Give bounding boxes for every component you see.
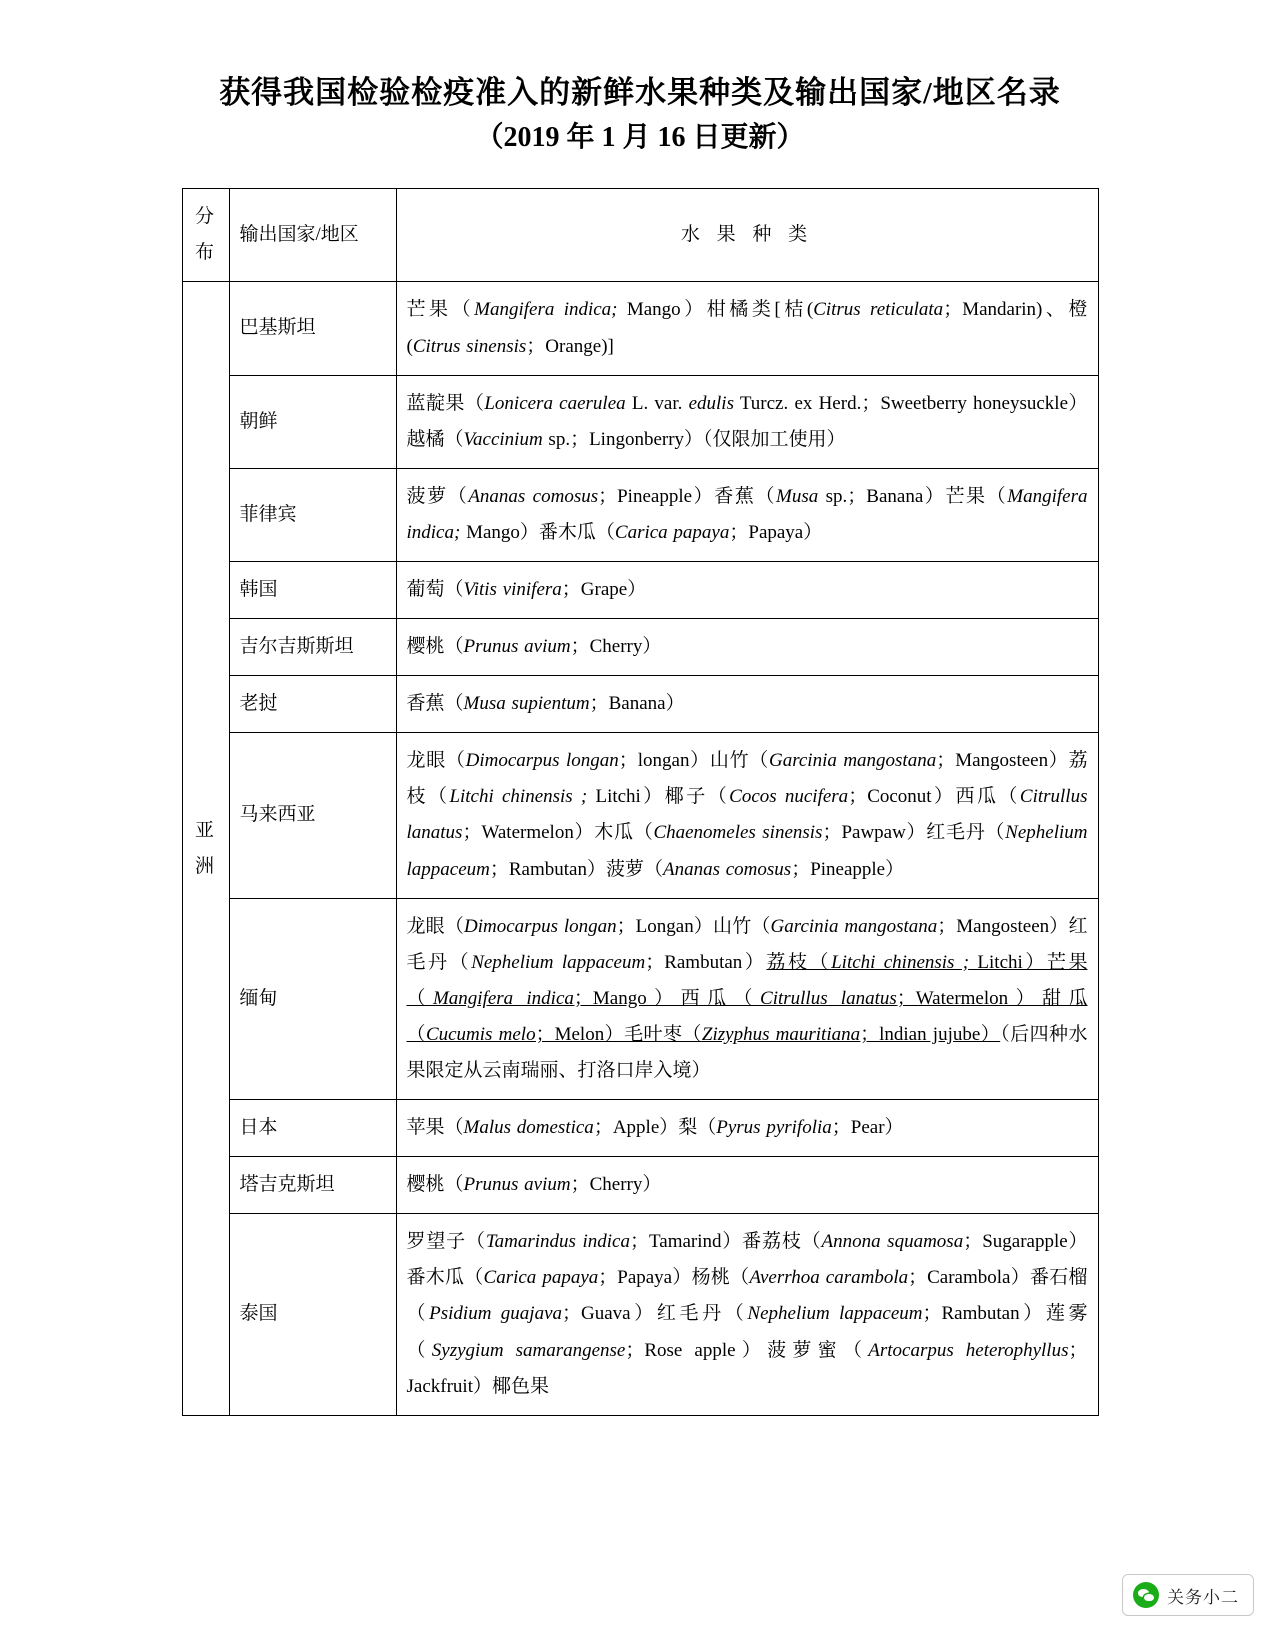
table-row	[182, 1157, 1098, 1214]
table-row	[182, 375, 1098, 468]
page-subtitle: （2019 年 1 月 16 日更新）	[475, 121, 805, 153]
table-row	[182, 1100, 1098, 1157]
country-cell: 朝鲜	[229, 375, 396, 468]
table-row	[182, 619, 1098, 676]
table-row	[182, 468, 1098, 561]
table-row	[182, 561, 1098, 618]
country-cell: 菲律宾	[229, 468, 396, 561]
fruits-cell: 菠萝（Ananas comosus；Pineapple）香蕉（Musa sp.；Banana）芒果（Mangifera indica; Mango）番木瓜（Carica papaya；Papaya）	[396, 468, 1098, 561]
country-cell: 马来西亚	[229, 733, 396, 898]
country-cell: 巴基斯坦	[229, 282, 396, 375]
country-cell: 塔吉克斯坦	[229, 1157, 396, 1214]
fruits-cell: 芒果（Mangifera indica; Mango）柑橘类[桔(Citrus reticulata；Mandarin)、橙(Citrus sinensis；Orange)]	[396, 282, 1098, 375]
country-cell: 吉尔吉斯斯坦	[229, 619, 396, 676]
table-row	[182, 733, 1098, 898]
fruits-cell: 葡萄（Vitis vinifera；Grape）	[396, 561, 1098, 618]
table-row	[182, 1214, 1098, 1415]
fruits-cell: 龙眼（Dimocarpus longan；Longan）山竹（Garcinia mangostana；Mangosteen）红毛丹（Nephelium lappaceum；Rambutan）荔枝（Litchi chinensis ; Litchi）芒果（Mangifera indica；Mango）西瓜（Citrullus lanatus；Watermelon）甜瓜（Cucumis melo；Melon）毛叶枣（Zizyphus mauritiana；lndian jujube）（后四种水果限定从云南瑞丽、打洛口岸入境）	[396, 898, 1098, 1099]
region-label-char-2: 洲	[194, 855, 216, 877]
fruits-cell: 蓝靛果（Lonicera caerulea L. var. edulis Turcz. ex Herd.；Sweetberry honeysuckle）越橘（Vaccinium sp.；Lingonberry）（仅限加工使用）	[396, 375, 1098, 468]
table-row	[182, 898, 1098, 1099]
fruits-cell: 罗望子（Tamarindus indica；Tamarind）番荔枝（Annona squamosa；Sugarapple）番木瓜（Carica papaya；Papaya）杨桃（Averrhoa carambola；Carambola）番石榴（Psidium guajava；Guava）红毛丹（Nephelium lappaceum；Rambutan）莲雾（Syzygium samarangense；Rose apple）菠萝蜜（Artocarpus heterophyllus；Jackfruit）椰色果	[396, 1214, 1098, 1415]
country-cell: 日本	[229, 1100, 396, 1157]
fruit-approval-table	[182, 188, 1099, 1416]
fruits-cell: 樱桃（Prunus avium；Cherry）	[396, 619, 1098, 676]
fruits-cell: 樱桃（Prunus avium；Cherry）	[396, 1157, 1098, 1214]
region-label-char-1: 亚	[194, 819, 216, 841]
table-row	[182, 676, 1098, 733]
column-header-fruits: 水 果 种 类	[396, 189, 1098, 282]
wechat-account-name: 关务小二	[1167, 1587, 1239, 1607]
fruits-cell: 香蕉（Musa supientum；Banana）	[396, 676, 1098, 733]
column-header-region: 分布	[182, 189, 229, 282]
fruits-cell: 苹果（Malus domestica；Apple）梨（Pyrus pyrifolia；Pear）	[396, 1100, 1098, 1157]
country-cell: 泰国	[229, 1214, 396, 1415]
page-title: 获得我国检验检疫准入的新鲜水果种类及输出国家/地区名录	[219, 75, 1061, 110]
wechat-account-badge[interactable]	[1122, 1574, 1254, 1616]
country-cell: 韩国	[229, 561, 396, 618]
region-group-asia	[182, 282, 229, 1415]
table-header-row	[182, 189, 1098, 282]
fruits-cell: 龙眼（Dimocarpus longan；longan）山竹（Garcinia mangostana；Mangosteen）荔枝（Litchi chinensis ; Litchi）椰子（Cocos nucifera；Coconut）西瓜（Citrullus lanatus；Watermelon）木瓜（Chaenomeles sinensis；Pawpaw）红毛丹（Nephelium lappaceum；Rambutan）菠萝（Ananas comosus；Pineapple）	[396, 733, 1098, 898]
country-cell: 老挝	[229, 676, 396, 733]
wechat-icon	[1133, 1582, 1159, 1608]
country-cell: 缅甸	[229, 898, 396, 1099]
table-row	[182, 282, 1098, 375]
column-header-country: 输出国家/地区	[229, 189, 396, 282]
